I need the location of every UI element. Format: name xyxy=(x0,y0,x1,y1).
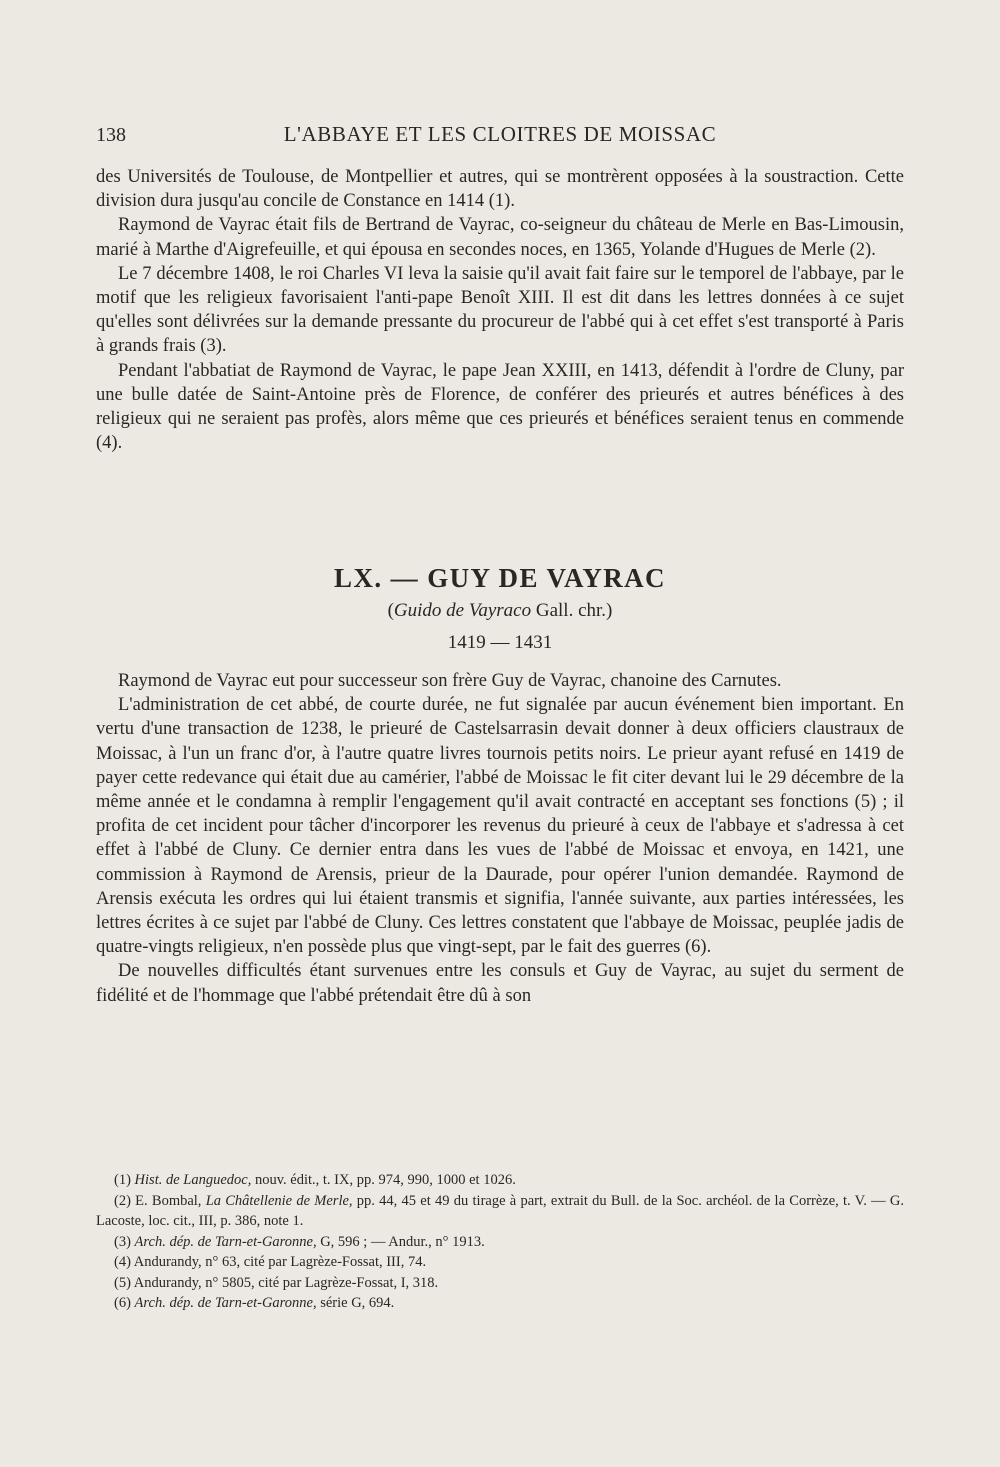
page-number: 138 xyxy=(96,124,126,146)
body-text-top xyxy=(96,165,904,455)
footnote-ref: Andurandy, n° 63, cité par Lagrèze-Fossat, III, 74. xyxy=(133,1254,427,1270)
section-title: LX. — GUY DE VAYRAC xyxy=(334,563,666,593)
footnote-ref: G, 596 ; — Andur., n° 1913. xyxy=(316,1233,485,1250)
footnote-num: (3) xyxy=(114,1233,135,1250)
footnote-num: (4) xyxy=(114,1254,134,1270)
footnote-num: (5) xyxy=(114,1274,134,1291)
body-text-bottom xyxy=(96,669,904,1008)
page-header xyxy=(96,120,904,154)
footnote-num: (6) xyxy=(114,1295,135,1311)
section-dates: 1419 — 1431 xyxy=(447,632,553,653)
running-title: L'ABBAYE ET LES CLOITRES DE MOISSAC xyxy=(283,122,717,146)
paragraph: L'administration de cet abbé, de courte durée, ne fut signalée par aucun événement bien important. En vertu d'une transaction de 1238, le prieuré de Castelsarrasin devait donner à deux officiers claustraux de Moissac, à l'un un franc d'or, à l'autre quatre livres tournois petits noirs. Le prieur ayant refusé en 1419 de payer cette redevance qui était due au camérier, l'abbé de Moissac le fit citer devant lui le 29 décembre de la même année et le condamna à remplir l'engagement qu'il avait contracté en acceptant ses fonctions (5) ; il profita de cet incident pour tâcher d'incorporer les revenus du prieuré à ceux de l'abbaye et s'adressa à cet effet à l'abbé de Cluny. Ce dernier entra dans les vues de l'abbé de Moissac et envoya, en 1421, une commission à Raymond de Arensis, prieur de la Daurade, pour opérer l'union demandée. Raymond de Arensis exécuta les ordres qui lui étaient transmis et signifia, l'année suivante, aux parties intéressées, les lettres écrites à ce sujet par l'abbé de Cluny. Ces lettres constatent que l'abbaye de Moissac, peuplée jadis de quatre-vingts religieux, n'en possède plus que vingt-sept, par le fait des guerres (6). xyxy=(96,695,904,958)
paragraph: Raymond de Vayrac eut pour successeur son frère Guy de Vayrac, chanoine des Carnutes. xyxy=(118,671,782,691)
latin-open: ( xyxy=(387,600,394,621)
footnote-num: (1) xyxy=(114,1172,135,1188)
paragraph: De nouvelles difficultés étant survenues entre les consuls et Guy de Vayrac, au sujet du serment de fidélité et de l'hommage que l'abbé prétendait être dû à son xyxy=(96,961,904,1006)
latin-name: Guido de Vayraco xyxy=(393,600,532,621)
footnote xyxy=(96,1293,904,1314)
footnote-source: La Châtellenie de Merle, xyxy=(205,1192,353,1209)
footnote-ref: Andurandy, n° 5805, cité par Lagrèze-Fossat, I, 318. xyxy=(133,1274,439,1291)
footnote-source: Hist. de Languedoc, xyxy=(134,1172,252,1188)
footnote-ref: série G, 694. xyxy=(316,1295,395,1311)
paragraph: Le 7 décembre 1408, le roi Charles VI leva la saisie qu'il avait fait faire sur le temporel de l'abbaye, par le motif que les religieux favorisaient l'anti-pape Benoît XIII. Il est dit dans les lettres données à ce sujet qu'elles sont délivrées sur la demande pressante du procureur de l'abbé qui à cet effet s'est transporté à Paris à grands frais (3). xyxy=(96,263,904,357)
footnote xyxy=(96,1232,904,1253)
footnote xyxy=(96,1252,904,1273)
section-heading xyxy=(96,560,904,656)
footnote-source: Arch. dép. de Tarn-et-Garonne, xyxy=(134,1295,317,1311)
footnote-ref: pp. 44, 45 et 49 du tirage à part, extrait du Bull. de la Soc. archéol. de la Corrèze, t. V. — G. Lacoste, loc. cit., III, p. 386, note 1. xyxy=(96,1192,905,1229)
footnote-ref: nouv. édit., t. IX, pp. 974, 990, 1000 et 1026. xyxy=(251,1172,516,1188)
footnote-source: Arch. dép. de Tarn-et-Garonne, xyxy=(134,1233,317,1250)
footnotes xyxy=(96,1170,904,1314)
footnote-num: (2) E. Bombal, xyxy=(114,1192,206,1209)
section-latin-name xyxy=(96,598,904,624)
footnote xyxy=(96,1191,904,1232)
latin-source: Gall. chr.) xyxy=(531,600,613,621)
footnote xyxy=(96,1170,904,1191)
footnote xyxy=(96,1273,904,1294)
paragraph: des Universités de Toulouse, de Montpellier et autres, qui se montrèrent opposées à la soustraction. Cette division dura jusqu'au concile de Constance en 1414 (1). xyxy=(96,167,904,212)
paragraph: Pendant l'abbatiat de Raymond de Vayrac, le pape Jean XXIII, en 1413, défendit à l'ordre de Cluny, par une bulle datée de Saint-Antoine près de Florence, de conférer des prieurés et autres bénéfices à des religieux qui ne seraient pas profès, alors même que ces prieurés et bénéfices seraient tenus en commende (4). xyxy=(96,360,904,454)
paragraph: Raymond de Vayrac était fils de Bertrand de Vayrac, co-seigneur du château de Merle en Bas-Limousin, marié à Marthe d'Aigrefeuille, et qui épousa en secondes noces, en 1365, Yolande d'Hugues de Merle (2). xyxy=(96,215,904,260)
